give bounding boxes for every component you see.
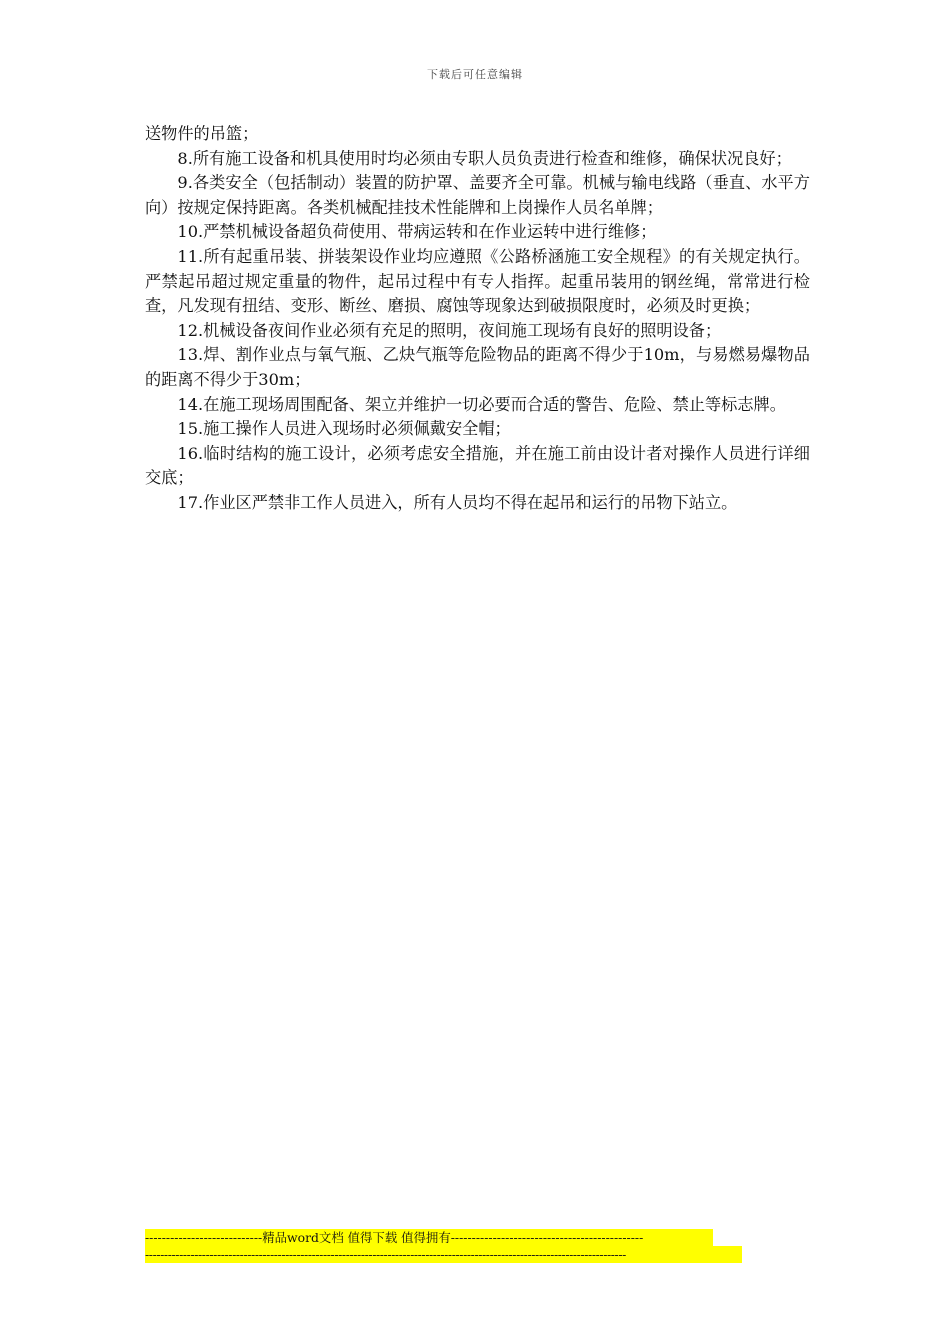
paragraph-continuation: 送物件的吊篮； [145, 124, 259, 143]
list-item-11: 11.所有起重吊装、拼装架设作业均应遵照《公路桥涵施工安全规程》的有关规定执行。严禁起吊超过规定重量的物件，起吊过程中有专人指挥。起重吊装用的钢丝绳，常常进行检查，凡发现有扭结、变形、断丝、磨损、腐蚀等现象达到破损限度时，必须及时更换； [145, 246, 810, 316]
document-body [145, 122, 810, 516]
list-item-10: 10.严禁机械设备超负荷使用、带病运转和在作业运转中进行维修； [177, 222, 657, 242]
page-header: 下载后可任意编辑 [427, 68, 523, 81]
list-item-16: 16.临时结构的施工设计，必须考虑安全措施，并在施工前由设计者对操作人员进行详细交底； [145, 443, 810, 488]
footer-banner [145, 1229, 742, 1263]
list-item-12: 12.机械设备夜间作业必须有充足的照明，夜间施工现场有良好的照明设备； [177, 320, 722, 340]
footer-line-1: ----------------------------精品word文档 值得下载 值得拥有---------------------------------------------- [145, 1229, 713, 1246]
list-item-13: 13.焊、割作业点与氧气瓶、乙炔气瓶等危险物品的距离不得少于10m，与易燃易爆物品的距离不得少于30m； [145, 345, 810, 389]
list-item-17: 17.作业区严禁非工作人员进入，所有人员均不得在起吊和运行的吊物下站立。 [177, 492, 738, 512]
list-item-14: 14.在施工现场周围配备、架立并维护一切必要而合适的警告、危险、禁止等标志牌。 [177, 394, 786, 414]
list-item-9: 9.各类安全（包括制动）装置的防护罩、盖要齐全可靠。机械与输电线路（垂直、水平方向）按规定保持距离。各类机械配挂技术性能牌和上岗操作人员名单牌； [145, 173, 810, 217]
list-item-15: 15.施工操作人员进入现场时必须佩戴安全帽； [177, 419, 511, 439]
footer-line-2: ------------------------------------------------------------------------------------------------------------------------------- [145, 1246, 742, 1263]
list-item-8: 8.所有施工设备和机具使用时均必须由专职人员负责进行检查和维修，确保状况良好； [177, 148, 792, 168]
